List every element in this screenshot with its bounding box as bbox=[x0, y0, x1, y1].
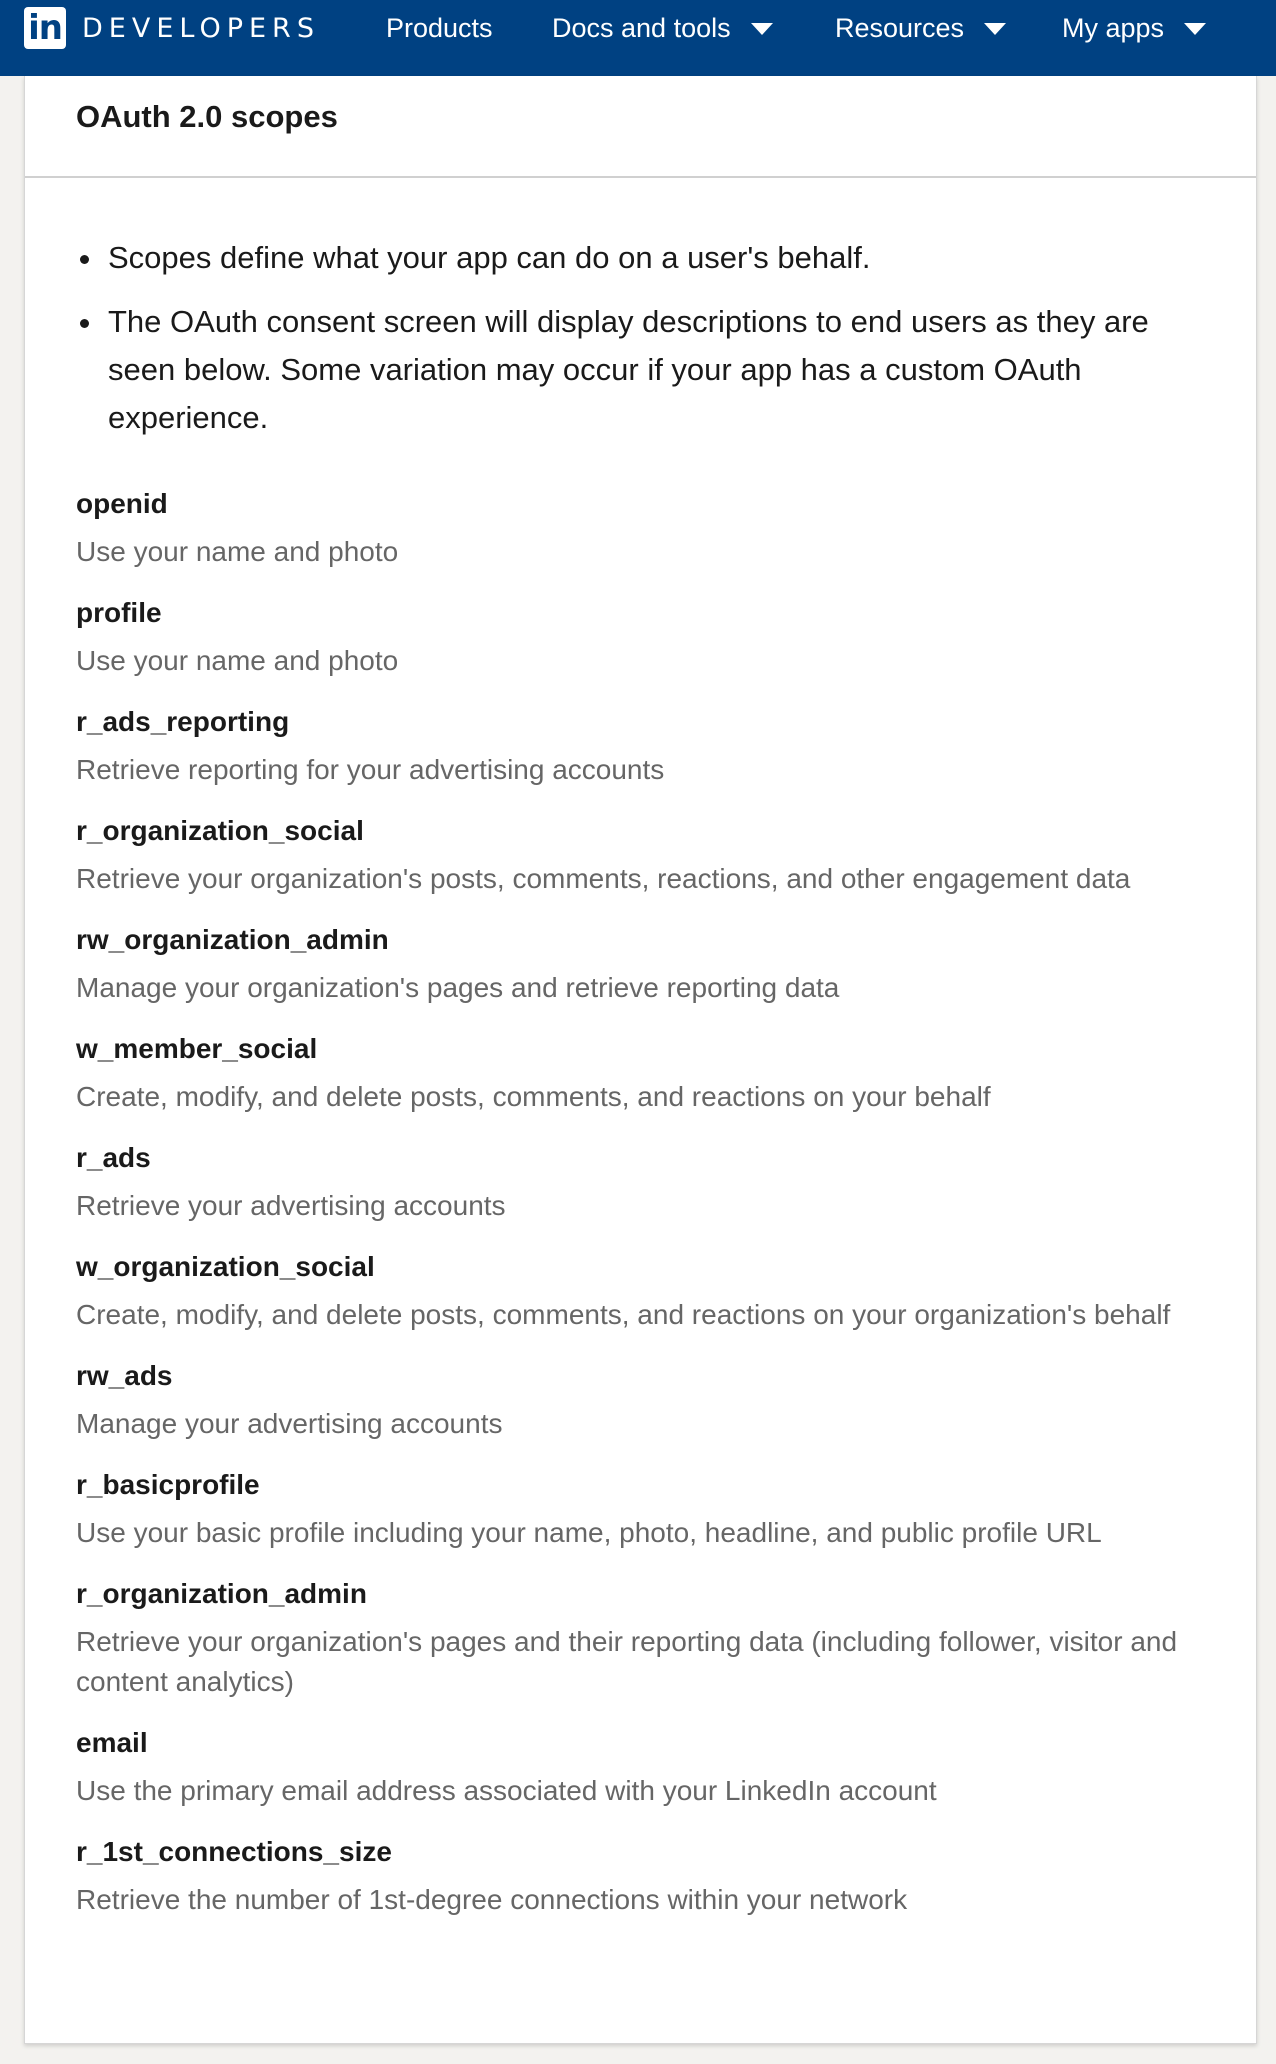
nav-my-apps[interactable] bbox=[1062, 10, 1206, 46]
scope-item bbox=[76, 1467, 1200, 1553]
scope-item bbox=[76, 1031, 1200, 1117]
scope-item bbox=[76, 1358, 1200, 1444]
scope-description: Use your name and photo bbox=[76, 645, 399, 676]
scope-name: rw_ads bbox=[76, 1360, 173, 1391]
card-body bbox=[25, 178, 1256, 1920]
scope-item bbox=[76, 1725, 1200, 1811]
scope-item bbox=[76, 1140, 1200, 1226]
scope-name: w_organization_social bbox=[76, 1251, 375, 1282]
scope-description: Manage your advertising accounts bbox=[76, 1408, 503, 1439]
info-bullet: The OAuth consent screen will display descriptions to end users as they are seen below. Some variation may occur if your app has a custom OAuth experience. bbox=[76, 298, 1200, 442]
nav-resources[interactable] bbox=[835, 10, 1006, 46]
scope-name: r_organization_admin bbox=[76, 1578, 367, 1609]
brand-text: DEVELOPERS bbox=[82, 12, 320, 44]
nav-products[interactable] bbox=[386, 10, 493, 46]
scope-description: Use your name and photo bbox=[76, 536, 399, 567]
nav-products-label: Products bbox=[386, 12, 493, 43]
scope-description: Retrieve reporting for your advertising accounts bbox=[76, 754, 665, 785]
scope-description: Use the primary email address associated with your LinkedIn account bbox=[76, 1775, 937, 1806]
scope-description: Retrieve your advertising accounts bbox=[76, 1190, 506, 1221]
scope-name: r_organization_social bbox=[76, 815, 364, 846]
nav-docs-and-tools[interactable] bbox=[552, 10, 773, 46]
scope-name: openid bbox=[76, 488, 168, 519]
scope-item bbox=[76, 595, 1200, 681]
scope-description: Create, modify, and delete posts, comments, and reactions on your organization's behalf bbox=[76, 1299, 1171, 1330]
chevron-down-icon bbox=[1184, 23, 1206, 35]
card-title: OAuth 2.0 scopes bbox=[76, 99, 338, 134]
info-bullet: Scopes define what your app can do on a user's behalf. bbox=[76, 234, 1200, 282]
scope-item bbox=[76, 1834, 1200, 1920]
scope-description: Use your basic profile including your name, photo, headline, and public profile URL bbox=[76, 1517, 1102, 1548]
scope-item bbox=[76, 922, 1200, 1008]
scope-list bbox=[76, 486, 1200, 1920]
scope-name: email bbox=[76, 1727, 148, 1758]
scope-description: Create, modify, and delete posts, comments, and reactions on your behalf bbox=[76, 1081, 991, 1112]
nav-menu bbox=[0, 0, 1276, 56]
info-bullets bbox=[76, 234, 1200, 442]
scope-description: Retrieve the number of 1st-degree connections within your network bbox=[76, 1884, 908, 1915]
card-header bbox=[25, 76, 1256, 178]
scope-name: profile bbox=[76, 597, 162, 628]
scope-description: Retrieve your organization's posts, comments, reactions, and other engagement data bbox=[76, 863, 1131, 894]
nav-docs-label: Docs and tools bbox=[552, 12, 731, 43]
scope-name: r_ads bbox=[76, 1142, 151, 1173]
nav-myapps-label: My apps bbox=[1062, 12, 1165, 43]
scope-item bbox=[76, 1249, 1200, 1335]
chevron-down-icon bbox=[751, 23, 773, 35]
scope-name: rw_organization_admin bbox=[76, 924, 389, 955]
scope-description: Manage your organization's pages and retrieve reporting data bbox=[76, 972, 840, 1003]
scope-name: w_member_social bbox=[76, 1033, 318, 1064]
scope-name: r_1st_connections_size bbox=[76, 1836, 392, 1867]
scope-item bbox=[76, 704, 1200, 790]
scope-description: Retrieve your organization's pages and their reporting data (including follower, visitor and content analytics) bbox=[76, 1626, 1178, 1697]
linkedin-logo-icon: in bbox=[24, 7, 66, 49]
scope-item bbox=[76, 1576, 1200, 1702]
nav-resources-label: Resources bbox=[835, 12, 965, 43]
chevron-down-icon bbox=[984, 23, 1006, 35]
scope-item bbox=[76, 486, 1200, 572]
oauth-scopes-card bbox=[24, 76, 1257, 2044]
scope-name: r_ads_reporting bbox=[76, 706, 290, 737]
scope-name: r_basicprofile bbox=[76, 1469, 260, 1500]
scope-item bbox=[76, 813, 1200, 899]
top-navigation bbox=[0, 0, 1276, 76]
